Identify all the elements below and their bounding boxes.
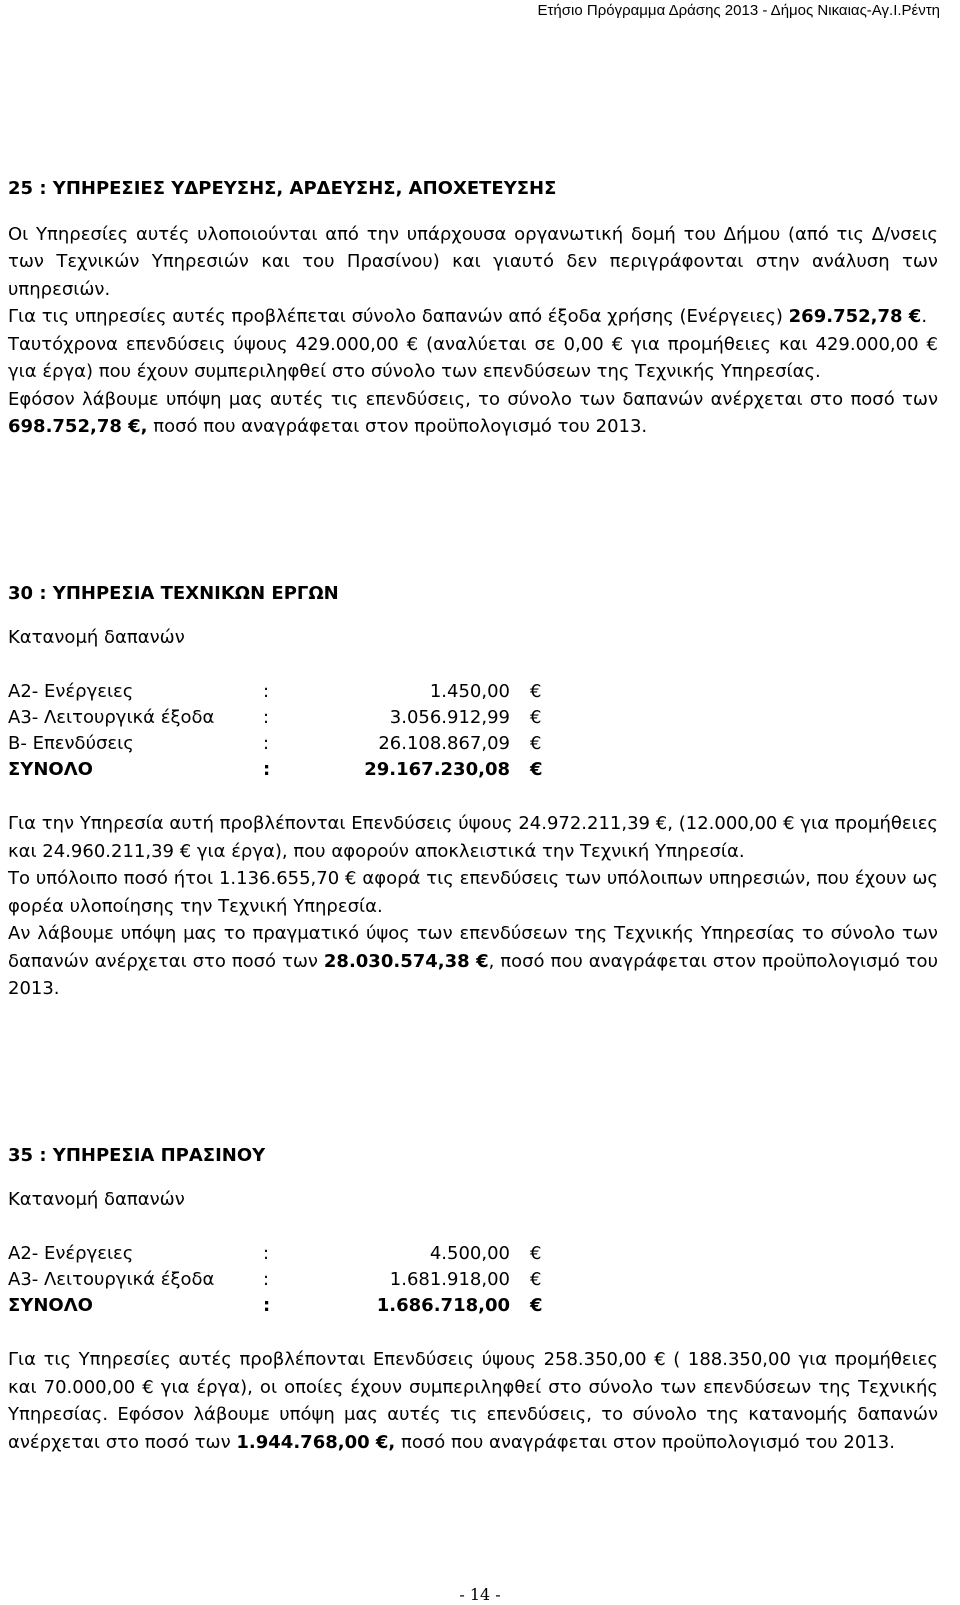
section-35-row: [8, 1266, 938, 1292]
section-25-title: 25 : ΥΠΗΡΕΣΙΕΣ ΥΔΡΕΥΣΗΣ, ΑΡΔΕΥΣΗΣ, ΑΠΟΧΕΤΕΥΣΗΣ: [8, 178, 557, 199]
page-number: - 14 -: [459, 1585, 501, 1604]
euro-sign: €: [530, 681, 542, 702]
section-35-total-amount: 1.944.768,00 €,: [236, 1431, 396, 1453]
section-25-expenses-period: .: [921, 306, 928, 327]
row-amount: 26.108.867,09: [378, 733, 510, 754]
euro-sign: €: [530, 733, 542, 754]
euro-sign: €: [530, 1295, 543, 1316]
section-30-row: [8, 730, 938, 756]
section-25-total-text: Εφόσον λάβουμε υπόψη μας αυτές τις επενδύσεις, το σύνολο των δαπανών ανέρχεται στο ποσό των: [8, 388, 938, 410]
section-30-row: [8, 678, 938, 704]
section-30-paragraph-1: Για την Υπηρεσία αυτή προβλέπονται Επενδύσεις ύψους 24.972.211,39 €, (12.000,00 € για προμήθειες και 24.960.211,39 € για έργα), που αφορούν αποκλειστικά την Τεχνική Υπηρεσία.: [8, 813, 938, 862]
row-label: Β- Επενδύσεις: [8, 733, 134, 754]
section-25-total-suffix: ποσό που αναγράφεται στον προϋπολογισμό του 2013.: [153, 416, 648, 437]
total-label: ΣΥΝΟΛΟ: [8, 759, 93, 780]
section-30-paragraph-3: [8, 920, 938, 1003]
row-amount: 3.056.912,99: [389, 707, 510, 728]
section-25-paragraph-2: [8, 303, 938, 331]
total-label: ΣΥΝΟΛΟ: [8, 1295, 93, 1316]
section-30: [8, 580, 938, 1003]
row-label: Α3- Λειτουργικά έξοδα: [8, 1269, 215, 1290]
section-30-total-row: [8, 756, 938, 782]
section-30-title: 30 : ΥΠΗΡΕΣΙΑ ΤΕΧΝΙΚΩΝ ΕΡΓΩΝ: [8, 583, 339, 604]
row-colon: :: [263, 733, 270, 754]
row-colon: :: [263, 1295, 271, 1316]
section-35-total-suffix: ποσό που αναγράφεται στον προϋπολογισμό του 2013.: [401, 1431, 895, 1453]
row-amount: 1.450,00: [429, 681, 510, 702]
section-25: [8, 175, 938, 441]
euro-sign: €: [530, 759, 543, 780]
row-colon: :: [263, 681, 270, 702]
section-25-paragraph-3: Ταυτόχρονα επενδύσεις ύψους 429.000,00 € (αναλύεται σε 0,00 € για προμήθειες και 429.000,00 € για έργα) που έχουν συμπεριληφθεί στο σύνολο των επενδύσεων της Τεχνικής Υπηρεσίας.: [8, 333, 938, 382]
row-amount: 4.500,00: [429, 1243, 510, 1264]
section-35-title: 35 : ΥΠΗΡΕΣΙΑ ΠΡΑΣΙΝΟΥ: [8, 1145, 266, 1166]
row-label: Α3- Λειτουργικά έξοδα: [8, 707, 215, 728]
section-25-paragraph-1: Οι Υπηρεσίες αυτές υλοποιούνται από την υπάρχουσα οργανωτική δομή του Δήμου (από τις Δ/νσεις των Τεχνικών Υπηρεσιών και του Πρασίνου) και γιαυτό δεν περιγράφονται στην ανάλυση των υπηρεσιών.: [8, 223, 938, 300]
euro-sign: €: [530, 1243, 542, 1264]
section-30-subtitle: Κατανομή δαπανών: [8, 626, 185, 648]
row-colon: :: [263, 1269, 270, 1290]
row-label: Α2- Ενέργειες: [8, 1243, 134, 1264]
row-colon: :: [263, 1243, 270, 1264]
total-amount: 29.167.230,08: [364, 759, 510, 780]
section-35-total-text: Για τις Υπηρεσίες αυτές προβλέπονται Επενδύσεις ύψους 258.350,00 € ( 188.350,00 για προμήθειες και 70.000,00 € για έργα), οι οποίες έχουν συμπεριληφθεί στο σύνολο των επενδύσεων της Τεχνικής Υπηρεσίας. Εφόσον λάβουμε υπόψη μας αυτές τις επενδύσεις, το σύνολο της κατανομής δαπανών ανέρχεται στο ποσό των: [8, 1349, 938, 1453]
euro-sign: €: [530, 1269, 542, 1290]
section-25-expenses-amount: 269.752,78 €: [788, 306, 922, 327]
section-30-paragraph-2: Το υπόλοιπο ποσό ήτοι 1.136.655,70 € αφορά τις επενδύσεις των υπόλοιπων υπηρεσιών, που έχουν ως φορέα υλοποίησης την Τεχνική Υπηρεσία.: [8, 868, 938, 917]
section-30-row: [8, 704, 938, 730]
section-30-total-suffix: , ποσό που αναγράφεται στον προϋπολογισμό του 2013.: [8, 950, 938, 999]
section-30-total-amount: 28.030.574,38 €: [323, 950, 489, 972]
section-25-expenses-text: Για τις υπηρεσίες αυτές προβλέπεται σύνολο δαπανών από έξοδα χρήσης (Ενέργειες): [8, 306, 783, 327]
section-35: [8, 1142, 938, 1456]
section-35-total-row: [8, 1292, 938, 1318]
section-35-subtitle: Κατανομή δαπανών: [8, 1188, 185, 1210]
section-25-total-amount: 698.752,78 €,: [8, 416, 148, 437]
section-30-total-text: Αν λάβουμε υπόψη μας το πραγματικό ύψος των επενδύσεων της Τεχνικής Υπηρεσίας το σύνολο των δαπανών ανέρχεται στο ποσό των: [8, 923, 938, 972]
row-colon: :: [263, 707, 270, 728]
total-amount: 1.686.718,00: [376, 1295, 510, 1316]
section-25-paragraph-4: [8, 386, 938, 441]
row-colon: :: [263, 759, 271, 780]
section-35-paragraph-1: [8, 1346, 938, 1456]
section-35-row: [8, 1240, 938, 1266]
running-header: Ετήσιο Πρόγραμμα Δράσης 2013 - Δήμος Νικαιας-Αγ.Ι.Ρέντη: [537, 2, 940, 19]
row-amount: 1.681.918,00: [389, 1269, 510, 1290]
euro-sign: €: [530, 707, 542, 728]
row-label: Α2- Ενέργειες: [8, 681, 134, 702]
